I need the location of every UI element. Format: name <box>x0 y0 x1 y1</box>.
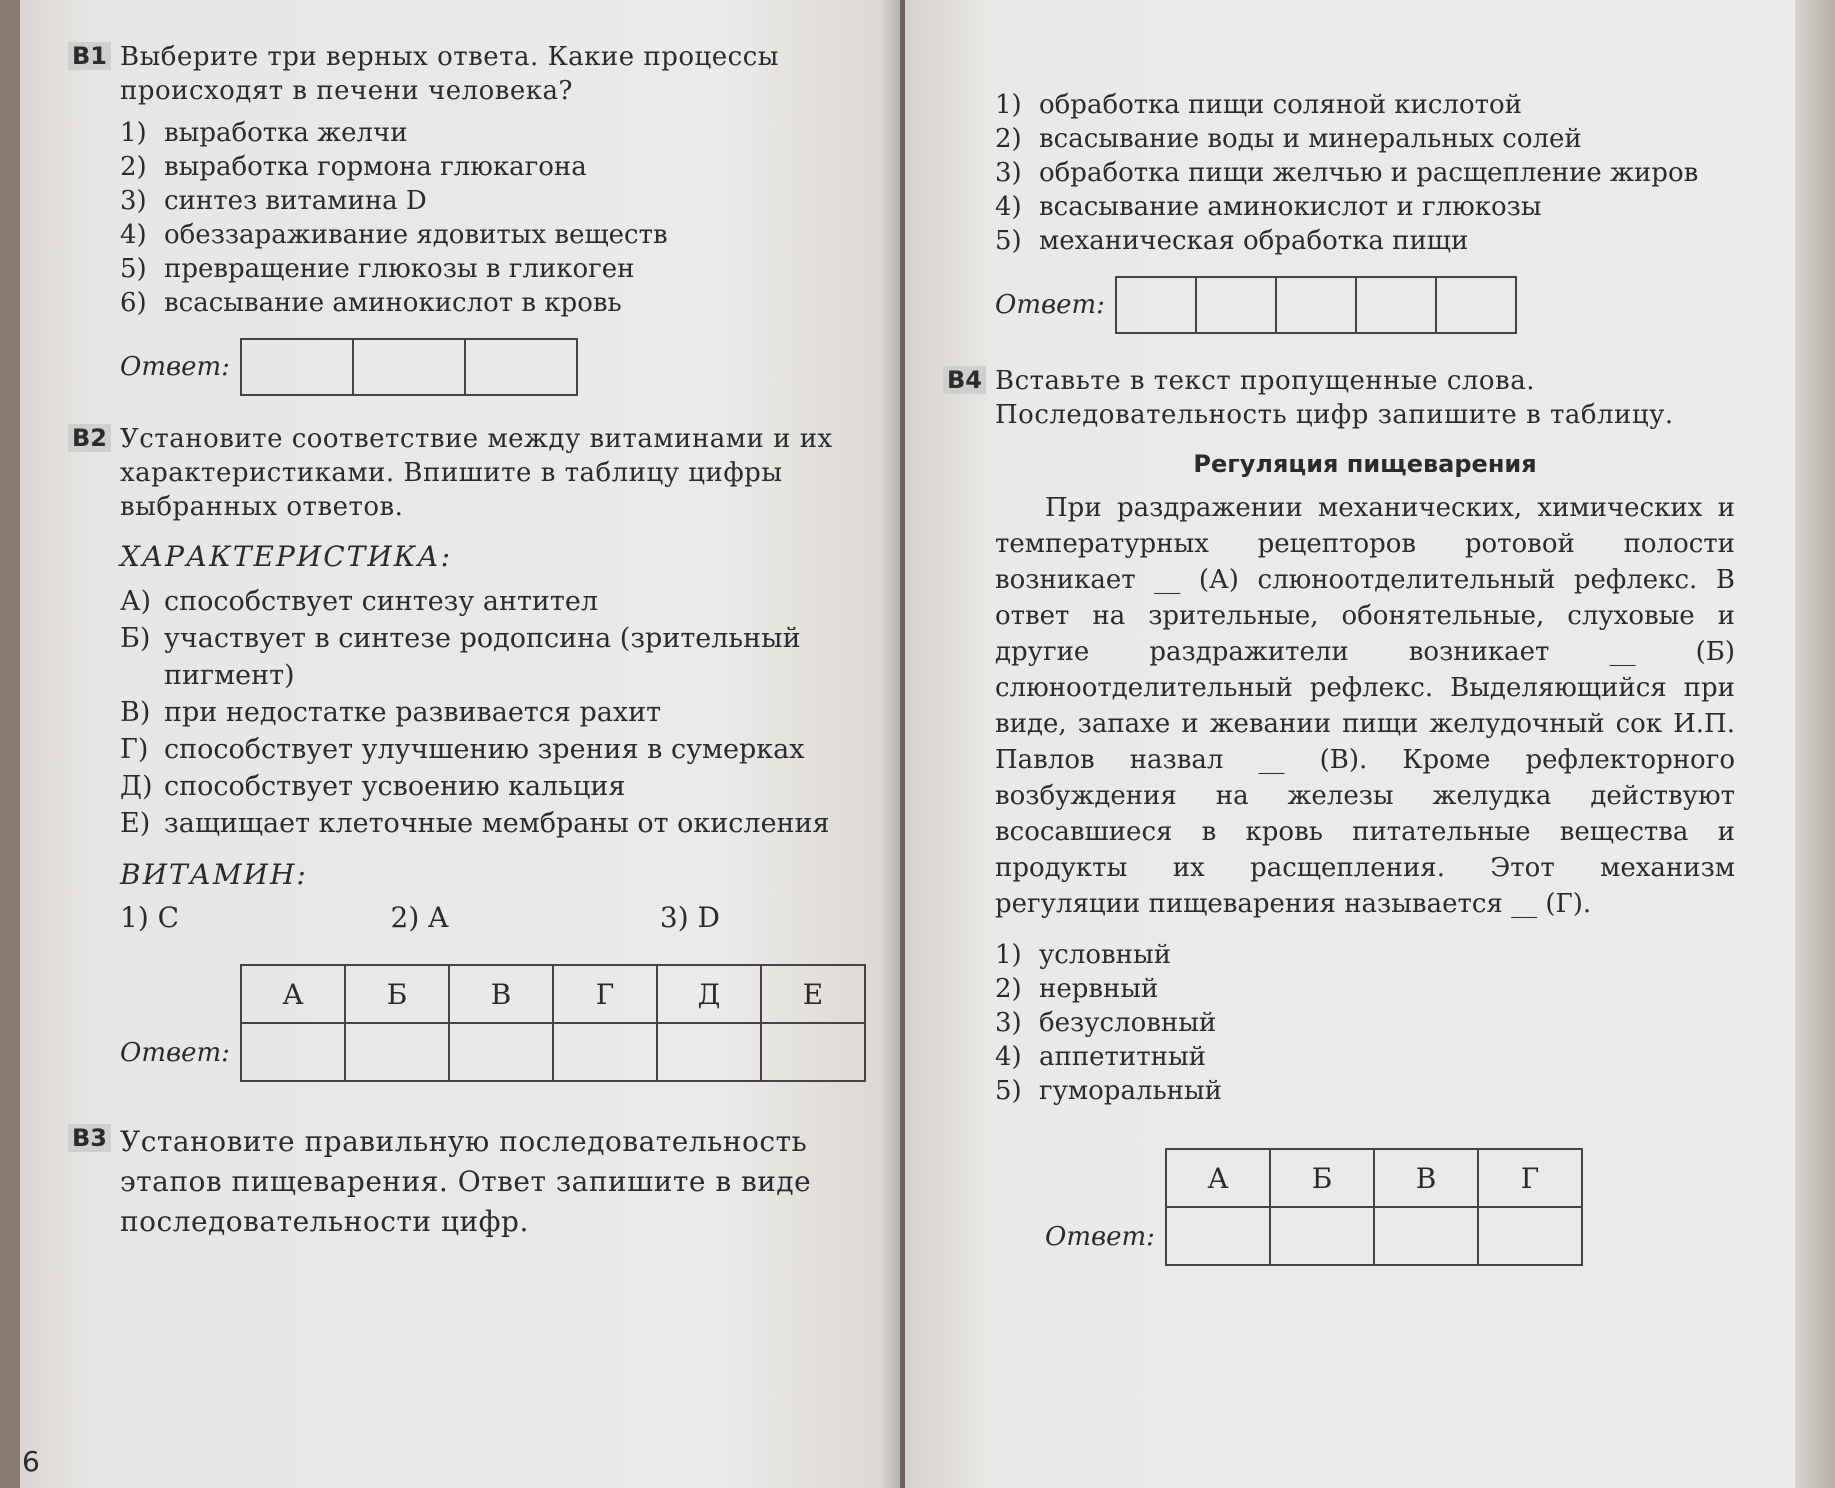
column-header: В <box>449 965 553 1023</box>
column-header: Б <box>1270 1149 1374 1207</box>
answer-table <box>1165 1148 1583 1266</box>
answer-cell[interactable] <box>553 1023 657 1081</box>
question-text: Выберите три верных ответа. Какие процессы происходят в печени человека? <box>120 42 779 106</box>
characteristics-heading: ХАРАКТЕРИСТИКА: <box>120 540 453 573</box>
answer-boxes <box>1115 276 1517 334</box>
characteristic-item: В) при недостатке развивается рахит <box>120 697 662 728</box>
question-text: Вставьте в текст пропущенные слова. Последовательность цифр запишите в таблицу. <box>995 366 1674 430</box>
question-number: B2 <box>68 424 111 452</box>
column-header: А <box>1166 1149 1270 1207</box>
question-b4 <box>947 364 1735 1266</box>
answer-boxes <box>240 338 578 396</box>
option-item: 3) синтез витамина D <box>120 186 427 216</box>
answer-cell[interactable] <box>345 1023 449 1081</box>
page-stack-edge <box>1795 0 1835 1488</box>
option-item: 6) всасывание аминокислот в кровь <box>120 288 622 318</box>
vitamin-list <box>120 901 720 934</box>
answer-cell[interactable] <box>354 340 466 394</box>
option-item: 2) выработка гормона глюкагона <box>120 152 587 182</box>
table-header-row <box>241 965 865 1023</box>
question-number: B3 <box>68 1124 111 1152</box>
option-item: 1) обработка пищи соляной кислотой <box>995 90 1522 120</box>
table-row <box>1166 1207 1582 1265</box>
answer-label: Ответ: <box>120 352 230 382</box>
question-b1 <box>72 40 870 396</box>
option-list <box>995 938 1735 1108</box>
answer-cell[interactable] <box>466 340 576 394</box>
answer-table <box>240 964 866 1082</box>
option-item: 1) условный <box>995 940 1172 970</box>
column-header: Г <box>1478 1149 1582 1207</box>
vitamin-item: 3) D <box>659 901 720 934</box>
vitamin-heading: ВИТАМИН: <box>120 858 308 891</box>
characteristics-list <box>120 583 870 842</box>
column-header: Е <box>761 965 865 1023</box>
question-b2 <box>72 422 870 1082</box>
text-title: Регуляция пищеварения <box>1193 450 1537 478</box>
answer-label: Ответ: <box>995 290 1105 320</box>
column-header: В <box>1374 1149 1478 1207</box>
answer-label: Ответ: <box>1045 1222 1155 1252</box>
option-item: 1) выработка желчи <box>120 118 408 148</box>
option-list <box>120 116 870 320</box>
answer-cell[interactable] <box>1437 278 1515 332</box>
table-row <box>241 1023 865 1081</box>
option-item: 2) всасывание воды и минеральных солей <box>995 124 1582 154</box>
answer-cell[interactable] <box>761 1023 865 1081</box>
option-list <box>995 88 1735 258</box>
characteristic-item: А) способствует синтезу антител <box>120 586 598 617</box>
option-item: 5) механическая обработка пищи <box>995 226 1469 256</box>
answer-row <box>120 338 870 396</box>
question-b3-options <box>995 88 1735 334</box>
question-number: B4 <box>943 366 986 394</box>
option-item: 2) нервный <box>995 974 1159 1004</box>
answer-label: Ответ: <box>120 1038 230 1068</box>
table-header-row <box>1166 1149 1582 1207</box>
answer-table-wrap <box>1045 1148 1735 1266</box>
column-header: Д <box>657 965 761 1023</box>
question-text: Установите соответствие между витаминами и их характеристиками. Впишите в таблицу цифры выбранных ответов. <box>120 424 833 522</box>
option-item: 4) обеззараживание ядовитых веществ <box>120 220 668 250</box>
answer-cell[interactable] <box>1374 1207 1478 1265</box>
option-item: 4) всасывание аминокислот и глюкозы <box>995 192 1542 222</box>
option-item: 5) превращение глюкозы в гликоген <box>120 254 635 284</box>
question-text: Установите правильную последовательность этапов пищеварения. Ответ запишите в виде последовательности цифр. <box>120 1125 812 1238</box>
characteristic-item: Б) участвует в синтезе родопсина (зрительный пигмент) <box>120 623 801 691</box>
column-header: Б <box>345 965 449 1023</box>
answer-cell[interactable] <box>242 340 354 394</box>
text-paragraph: При раздражении механических, химических и температурных рецепторов ротовой полости возникает __ (А) слюноотделительный рефлекс. В ответ на зрительные, обонятельные, слуховые и другие раздражители возникает __ (Б) слюноотделительный рефлекс. Выделяющийся при виде, запахе и жевании пищи желудочный сок И.П. Павлов назвал __ (В). Кроме рефлекторного возбуждения на железы желудка действуют всосавшиеся в кровь питательные вещества и продукты их расщепления. Этот механизм регуляции пищеварения называется __ (Г). <box>995 493 1735 919</box>
characteristic-item: Г) способствует улучшению зрения в сумерках <box>120 734 805 765</box>
answer-cell[interactable] <box>1270 1207 1374 1265</box>
question-b3 <box>72 1122 870 1242</box>
option-item: 5) гуморальный <box>995 1076 1222 1106</box>
option-item: 3) обработка пищи желчью и расщепление жиров <box>995 158 1699 188</box>
answer-cell[interactable] <box>657 1023 761 1081</box>
answer-cell[interactable] <box>1166 1207 1270 1265</box>
page-number: 6 <box>22 1445 40 1478</box>
right-page <box>905 0 1795 1488</box>
characteristic-item: Д) способствует усвоению кальция <box>120 771 626 802</box>
answer-cell[interactable] <box>241 1023 345 1081</box>
answer-cell[interactable] <box>1117 278 1197 332</box>
option-item: 4) аппетитный <box>995 1042 1206 1072</box>
question-number: B1 <box>68 42 111 70</box>
characteristic-item: Е) защищает клеточные мембраны от окисления <box>120 808 830 839</box>
option-item: 3) безусловный <box>995 1008 1217 1038</box>
column-header: А <box>241 965 345 1023</box>
answer-cell[interactable] <box>1357 278 1437 332</box>
answer-row <box>995 276 1735 334</box>
answer-cell[interactable] <box>1478 1207 1582 1265</box>
vitamin-item: 1) C <box>120 901 180 934</box>
answer-table-wrap <box>120 964 870 1082</box>
answer-cell[interactable] <box>449 1023 553 1081</box>
column-header: Г <box>553 965 657 1023</box>
left-page <box>20 0 900 1488</box>
answer-cell[interactable] <box>1197 278 1277 332</box>
answer-cell[interactable] <box>1277 278 1357 332</box>
vitamin-item: 2) A <box>390 901 449 934</box>
